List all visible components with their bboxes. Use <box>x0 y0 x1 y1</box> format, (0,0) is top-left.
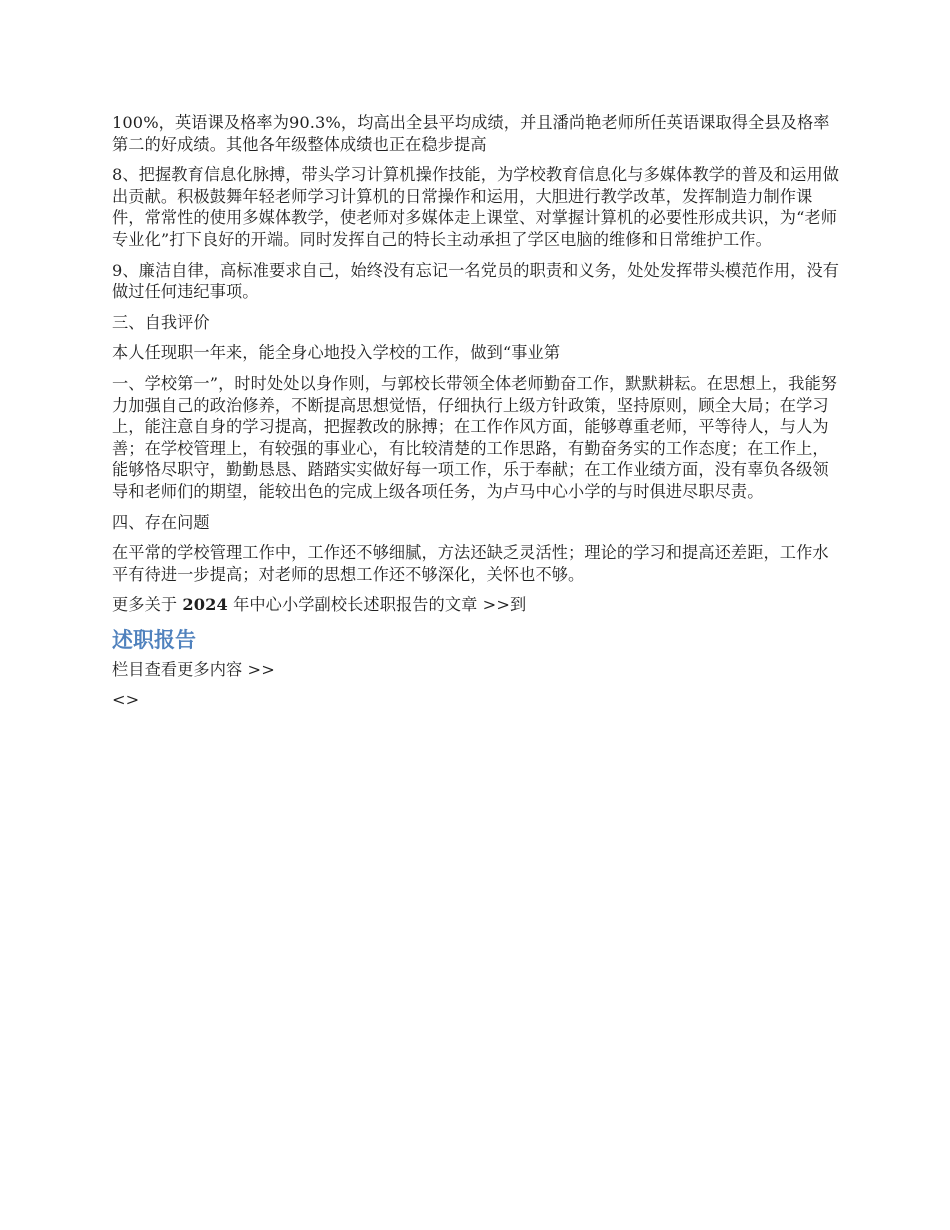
column-more-link[interactable]: 栏目查看更多内容 >> <box>112 659 275 679</box>
paragraph-self-evaluation-body: 一、学校第一”，时时处处以身作则，与郭校长带领全体老师勤奋工作，默默耕耘。在思想上，我能努力加强自己的政治修养，不断提高思想觉悟，仔细执行上级方针政策，坚持原则，顾全大局；在学习上，能注意自身的学习提高，把握教改的脉搏；在工作作风方面，能够尊重老师，平等待人，与人为善；在学校管理上，有较强的事业心，有比较清楚的工作思路，有勤奋务实的工作态度；在工作上，能够恪尽职守，勤勤恳恳、踏踏实实做好每一项工作，乐于奉献；在工作业绩方面，没有辜负各级领导和老师们的期望，能较出色的完成上级各项任务，为卢马中心小学的与时俱进尽职尽责。 <box>112 373 838 501</box>
section-title-self-evaluation: 三、自我评价 <box>112 312 210 332</box>
section-title-problems: 四、存在问题 <box>112 512 210 532</box>
paragraph-self-evaluation-intro: 本人任现职一年来，能全身心地投入学校的工作，做到“事业第 <box>112 343 561 363</box>
more-articles-prefix: 更多关于 <box>112 595 183 615</box>
more-articles-link[interactable] <box>112 594 840 616</box>
paragraph-scores: 100%，英语课及格率为90.3%，均高出全县平均成绩，并且潘尚艳老师所任英语课取得全县及格率第二的好成绩。其他各年级整体成绩也正在稳步提高 <box>112 113 830 154</box>
more-articles-suffix: 年中心小学副校长述职报告的文章 >>到 <box>227 595 527 615</box>
more-articles-year: 2024 <box>182 595 228 615</box>
paragraph-problems: 在平常的学校管理工作中，工作还不够细腻，方法还缺乏灵活性；理论的学习和提高还差距，工作水平有待进一步提高；对老师的思想工作还不够深化，关怀也不够。 <box>112 543 829 584</box>
paragraph-item-8: 8、把握教育信息化脉搏，带头学习计算机操作技能，为学校教育信息化与多媒体教学的普及和运用做出贡献。积极鼓舞年轻老师学习计算机的日常操作和运用，大胆进行教学改革，发挥制造力制作课件，常常性的使用多媒体教学，使老师对多媒体走上课堂、对掌握计算机的必要性形成共识，为“老师专业化”打下良好的开端。同时发挥自己的特长主动承担了学区电脑的维修和日常维护工作。 <box>112 165 840 249</box>
document-page <box>112 112 840 720</box>
trailing-text: <> <box>112 690 140 710</box>
report-section-heading[interactable]: 述职报告 <box>112 627 196 652</box>
paragraph-item-9: 9、廉洁自律，高标准要求自己，始终没有忘记一名党员的职责和义务，处处发挥带头模范作用，没有做过任何违纪事项。 <box>112 260 840 302</box>
